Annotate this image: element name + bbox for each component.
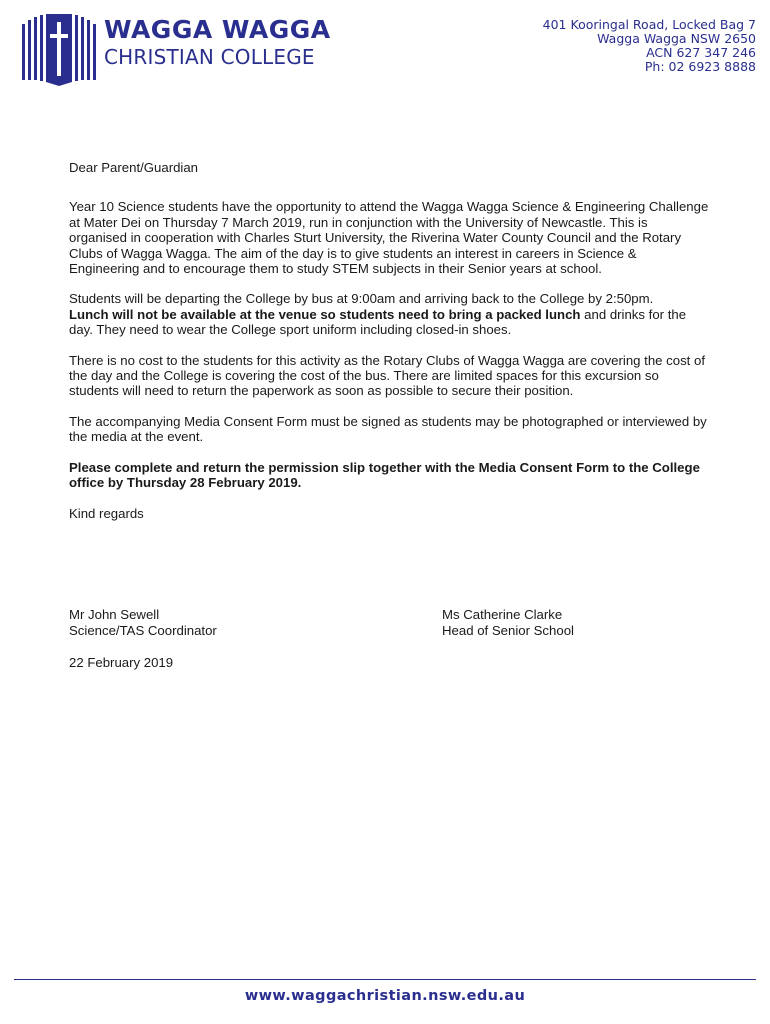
footer-website-link[interactable]: www.waggachristian.nsw.edu.au bbox=[244, 988, 526, 1004]
logistics-text: Students will be departing the College by bus at 9:00am and arriving back to the College by 2:50pm. bbox=[69, 291, 654, 307]
logistics-text-end: and drinks for the day. They need to wear the College sport uniform including closed-in shoes. bbox=[69, 306, 687, 338]
letter-body bbox=[69, 160, 709, 536]
paragraph-return-instructions: Please complete and return the permission slip together with the Media Consent Form to the College office by Thursday 28 February 2019. bbox=[69, 459, 700, 491]
college-logo bbox=[20, 14, 340, 88]
signatory-title: Head of Senior School bbox=[442, 623, 574, 638]
paragraph-logistics bbox=[69, 291, 709, 337]
paragraph-cost: There is no cost to the students for this activity as the Rotary Clubs of Wagga Wagga are covering the cost of the day and the College is covering the cost of the bus. There are limited spaces for this excursion so students will need to return the paperwork as soon as possible to secure their position. bbox=[69, 352, 705, 399]
college-address bbox=[543, 18, 756, 74]
signatory-title: Science/TAS Coordinator bbox=[69, 623, 217, 638]
letter-date: 22 February 2019 bbox=[69, 655, 174, 670]
signatory-name: Mr John Sewell bbox=[69, 607, 160, 622]
address-line: Wagga Wagga NSW 2650 bbox=[597, 31, 756, 46]
signature-left bbox=[69, 607, 217, 639]
logo-line-1: WAGGA WAGGA bbox=[104, 15, 331, 44]
signature-block bbox=[69, 607, 709, 647]
signatory-name: Ms Catherine Clarke bbox=[442, 607, 563, 622]
paragraph-intro: Year 10 Science students have the opportunity to attend the Wagga Wagga Science & Engineering Challenge at Mater Dei on Thursday 7 March 2019, run in conjunction with the University of Newcastle. This is organised in cooperation with Charles Sturt University, the Riverina Water County Council and the Rotary Clubs of Wagga Wagga. The aim of the day is to give students an interest in careers in Science & Engineering and to encourage them to study STEM subjects in their Senior years at school. bbox=[69, 199, 709, 277]
book-cross-logo-icon bbox=[20, 14, 98, 86]
address-line: 401 Kooringal Road, Locked Bag 7 bbox=[542, 17, 756, 32]
closing: Kind regards bbox=[69, 505, 144, 521]
logo-wordmark bbox=[104, 16, 331, 70]
signature-right bbox=[442, 607, 574, 639]
footer-divider bbox=[14, 979, 756, 980]
logo-line-2: CHRISTIAN COLLEGE bbox=[104, 45, 315, 69]
salutation: Dear Parent/Guardian bbox=[69, 160, 199, 175]
phone-line: Ph: 02 6923 8888 bbox=[644, 59, 756, 74]
paragraph-media: The accompanying Media Consent Form must be signed as students may be photographed or interviewed by the media at the event. bbox=[69, 413, 707, 445]
lunch-notice: Lunch will not be available at the venue so students need to bring a packed lunch bbox=[69, 306, 581, 322]
acn-line: ACN 627 347 246 bbox=[646, 45, 756, 60]
